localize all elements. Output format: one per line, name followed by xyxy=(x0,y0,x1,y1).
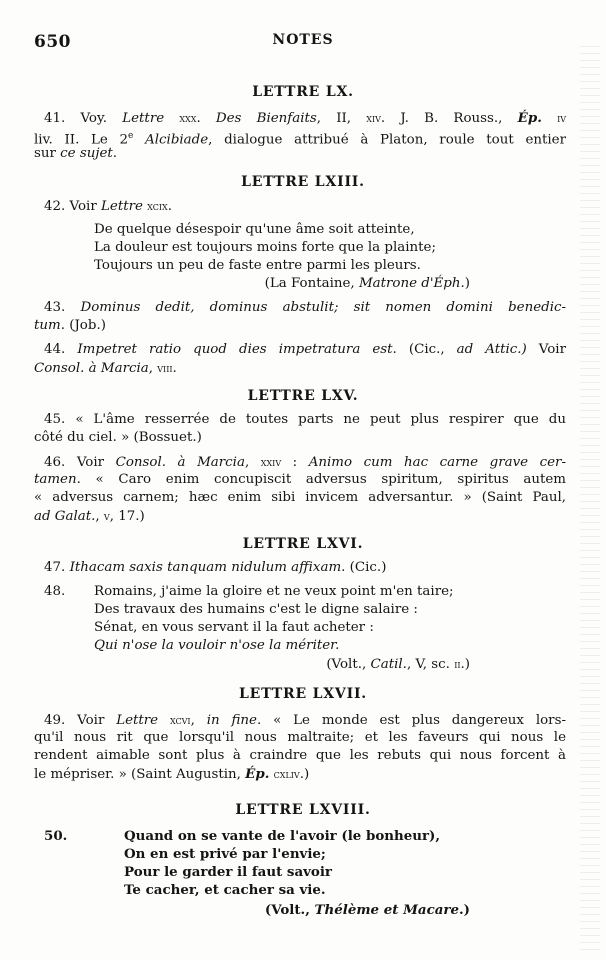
note-49-line-4: le mépriser. » (Saint Augustin, Ép. cxliv.) xyxy=(34,766,310,782)
page-number: 650 xyxy=(34,32,71,52)
note-42: 42. Voir Lettre xcix. xyxy=(44,199,172,214)
note-41-line-3: sur ce sujet. xyxy=(34,146,118,161)
note-46-line-2: tamen. « Caro enim concupiscit adversus spiritum, spiritus autem xyxy=(34,472,566,487)
section-heading-lxvii: LETTRE LXVII. xyxy=(239,686,367,702)
verse-line: Sénat, en vous servant il la faut acheter : xyxy=(94,620,374,635)
note-44-line-2: Consol. à Marcia, viii. xyxy=(34,361,177,376)
note-44-line-1: 44. Impetret ratio quod dies impetratura est. (Cic., ad Attic.) Voir xyxy=(44,342,566,357)
section-heading-lxiii: LETTRE LXIII. xyxy=(241,174,365,190)
note-48-number: 48. xyxy=(44,584,66,599)
verse-line: Toujours un peu de faste entre parmi les pleurs. xyxy=(94,258,421,273)
verse-attribution: (La Fontaine, Matrone d'Éph.) xyxy=(264,276,470,291)
section-heading-lx: LETTRE LX. xyxy=(252,84,354,100)
note-45-line-2: côté du ciel. » (Bossuet.) xyxy=(34,430,202,445)
verse-line: Romains, j'aime la gloire et ne veux point m'en taire; xyxy=(94,584,454,599)
verse-line: Qui n'ose la vouloir n'ose la mériter. xyxy=(94,638,340,653)
note-45-line-1: 45. « L'âme resserrée de toutes parts ne peut plus respirer que du xyxy=(44,412,566,427)
note-41-line-1: 41. Voy. Lettre xxx. Des Bienfaits, II, xiv. J. B. Rouss., Ép. iv xyxy=(44,110,566,126)
verse-attribution: (Volt., Thélème et Macare.) xyxy=(264,902,470,918)
note-41-line-2: liv. II. Le 2e Alcibiade, dialogue attribué à Platon, roule tout entier xyxy=(34,131,566,148)
verse-line: Quand on se vante de l'avoir (le bonheur), xyxy=(124,828,441,844)
note-47: 47. Ithacam saxis tanquam nidulum affixam. (Cic.) xyxy=(44,560,387,575)
note-43-line-2: tum. (Job.) xyxy=(34,318,106,333)
note-43-line-1: 43. Dominus dedit, dominus abstulit; sit nomen domini benedic- xyxy=(44,300,567,315)
verse-line: De quelque désespoir qu'une âme soit atteinte, xyxy=(94,222,415,237)
verse-line: La douleur est toujours moins forte que la plainte; xyxy=(94,240,436,255)
note-46-line-1: 46. Voir Consol. à Marcia, xxiv : Animo cum hac carne grave cer- xyxy=(44,455,566,470)
note-46-line-4: ad Galat., v, 17.) xyxy=(34,509,145,524)
verse-line: Pour le garder il faut savoir xyxy=(124,864,332,880)
section-heading-lxviii: LETTRE LXVIII. xyxy=(235,802,371,818)
note-49-line-2: qu'il nous rit que lorsqu'il nous maltraite; et les faveurs qui nous le xyxy=(34,730,566,745)
running-header: NOTES xyxy=(272,32,334,48)
verse-line: On en est privé par l'envie; xyxy=(124,846,326,862)
verse-attribution: (Volt., Catil., V, sc. ii.) xyxy=(326,657,470,672)
section-heading-lxv: LETTRE LXV. xyxy=(247,388,359,404)
verse-line: Te cacher, et cacher sa vie. xyxy=(124,882,326,898)
note-49-line-3: rendent aimable sont plus à craindre que les rebuts qui nous forcent à xyxy=(34,748,566,763)
note-50-number: 50. xyxy=(44,828,68,844)
note-49-line-1: 49. Voir Lettre xcvi, in fine. « Le monde est plus dangereux lors- xyxy=(44,713,566,728)
section-heading-lxvi: LETTRE LXVI. xyxy=(242,536,364,552)
note-46-line-3: « adversus carnem; hæc enim sibi invicem adversantur. » (Saint Paul, xyxy=(34,490,566,505)
verse-line: Des travaux des humains c'est le digne salaire : xyxy=(94,602,418,617)
